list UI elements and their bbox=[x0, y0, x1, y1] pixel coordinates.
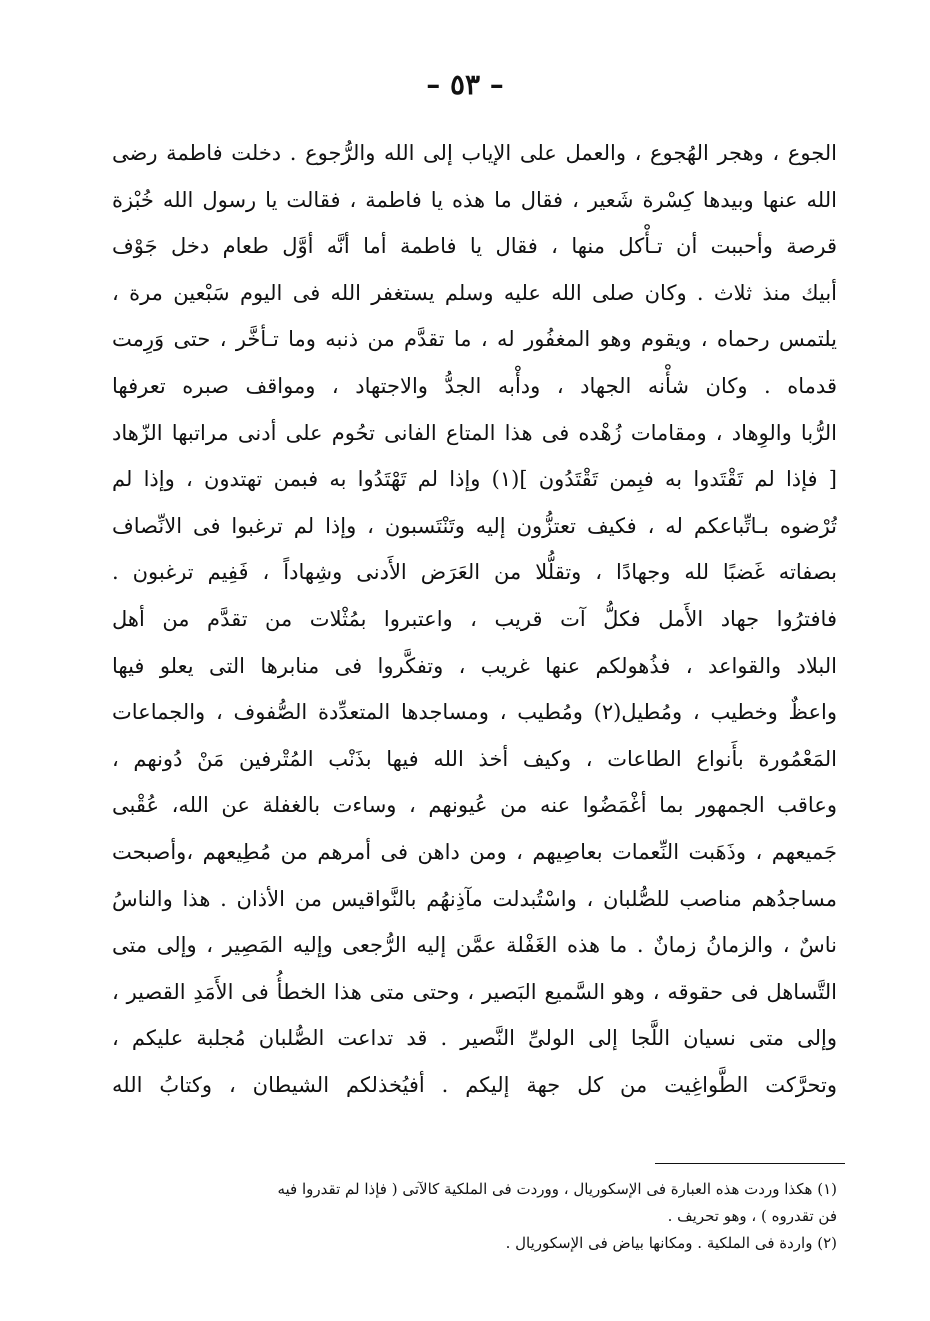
footnote-divider bbox=[655, 1163, 845, 1164]
footnote-line: فن تقدروه ) ، وهو تحريف . bbox=[667, 1207, 837, 1225]
text-line: أبيك منذ ثلاث . وكان صلى الله عليه وسلم يستغفر الله فى اليوم سَبْعين مرة ، bbox=[112, 280, 837, 305]
text-line: تُرْضوه بـاتِّباعكم له ، فكيف تعتزُّون إليه وتَنْتَسبون ، وإذا لم ترغبوا فى الانِّصاف bbox=[112, 513, 837, 538]
text-line: مساجدُهم مناصب للصُّلبان ، واسْتُبدلت مآذِنهُم بالنَّواقيس من الأذان . هذا والناسُ bbox=[112, 886, 837, 911]
text-line: وإلى متى نسيان اللَّجا إلى الولىِّ النَّصير . قد تداعت الصُّلبان مُجلبة عليكم ، bbox=[112, 1026, 837, 1051]
text-line: وعاقب الجمهور بما أغْمَضُوا عنه من عُيونهم ، وساءت بالغفلة عن الله، عُقْبى bbox=[112, 793, 837, 818]
text-line: [ فإذا لم تَقْتَدوا به فبِمن تَقْتَدُون ](١) وإذا لم تَهْتَدُوا به فبمن تهتدون ، وإذا لم bbox=[112, 467, 837, 492]
footnote-line: (٢) واردة فى الملكية . ومكانها بياض فى الإسكوريال . bbox=[505, 1234, 837, 1252]
text-line: الرُّبا والوِهاد ، ومقامات زُهْده فى هذا المتاع الفانى تحُوم على أدنى مراتبها الزّهاد bbox=[112, 420, 837, 445]
text-line: ناسٌ ، والزمانُ زمانٌ . ما هذه الغَفْلة عمَّن إليه الرُّجعى وإليه المَصِير ، وإلى متى bbox=[112, 933, 837, 958]
text-line: قرصة وأحببت أن تـأْكل منها ، فقال يا فاطمة أما أنَّه أوَّل طعام دخل جَوْف bbox=[112, 234, 837, 259]
text-line: الجوع ، وهجر الهُجوع ، والعمل على الإياب إلى الله والرُّجوع . دخلت فاطمة رضى bbox=[112, 141, 837, 165]
footnote-line: (١) هكذا وردت هذه العبارة فى الإسكوريال ، ووردت فى الملكية كالآتى ( فإذا لم تقدروا فيه bbox=[277, 1180, 837, 1198]
text-line: جَميعهم ، وذَهَبت النِّعمات بعاصِيهم ، ومن داهن فى أمرهم من مُطِيعهم ،وأصبحت bbox=[112, 839, 837, 864]
text-line: وتحرَّكت الطَّواغِيت من كل جهة إليكم . أفيُخذلكم الشيطان ، وكتابُ الله bbox=[112, 1072, 837, 1097]
text-line: بصفاته غَضبًا لله وجهادًا ، وتقلُّلا من العَرَض الأَدنى وشِهاداً ، فَفِيم ترغبون . bbox=[112, 560, 837, 585]
text-line: الله عنها وبيدها كِسْرة شَعير ، فقال ما هذه يا فاطمة ، فقالت يا رسول الله خُبْزة bbox=[112, 187, 837, 212]
footnotes bbox=[112, 1176, 837, 1257]
page-number: – ٥٣ – bbox=[426, 68, 504, 101]
text-line: يلتمس رحماه ، ويقوم وهو المغفُور له ، ما تقدَّم من ذنبه وما تـأخَّر ، حتى وَرِمت bbox=[112, 327, 837, 352]
text-line: المَعْمُورة بأَنواع الطاعات ، وكيف أخذ الله فيها بذَنْب المُتْرفين مَنْ دُونهم ، bbox=[112, 746, 837, 771]
text-line: البلاد والقواعد ، فذُهولكم عنها غريب ، وتفكَّروا فى منابرها التى يعلو فيها bbox=[112, 653, 837, 678]
text-line: فافترُوا جهاد الأَمل فكلُّ آت قريب ، واعتبروا بمُثْلات من تقدَّم من أهل bbox=[112, 606, 837, 631]
text-line: واعظٌ وخطيب ، ومُطيل(٢) ومُطيب ، ومساجدها المتعدِّدة الصُّفوف ، والجماعات bbox=[112, 700, 837, 725]
main-text bbox=[112, 130, 837, 1108]
text-line: قدماه . وكان شأْنه الجهاد ، ودأْبه الجدُّ والاجتهاد ، ومواقف صبره تعرفها bbox=[112, 373, 837, 398]
text-line: التَّساهل فى حقوقه ، وهو السَّميع البَصير ، وحتى متى هذا الخطأُ فى الأَمَدِ القصير ، bbox=[112, 979, 837, 1004]
